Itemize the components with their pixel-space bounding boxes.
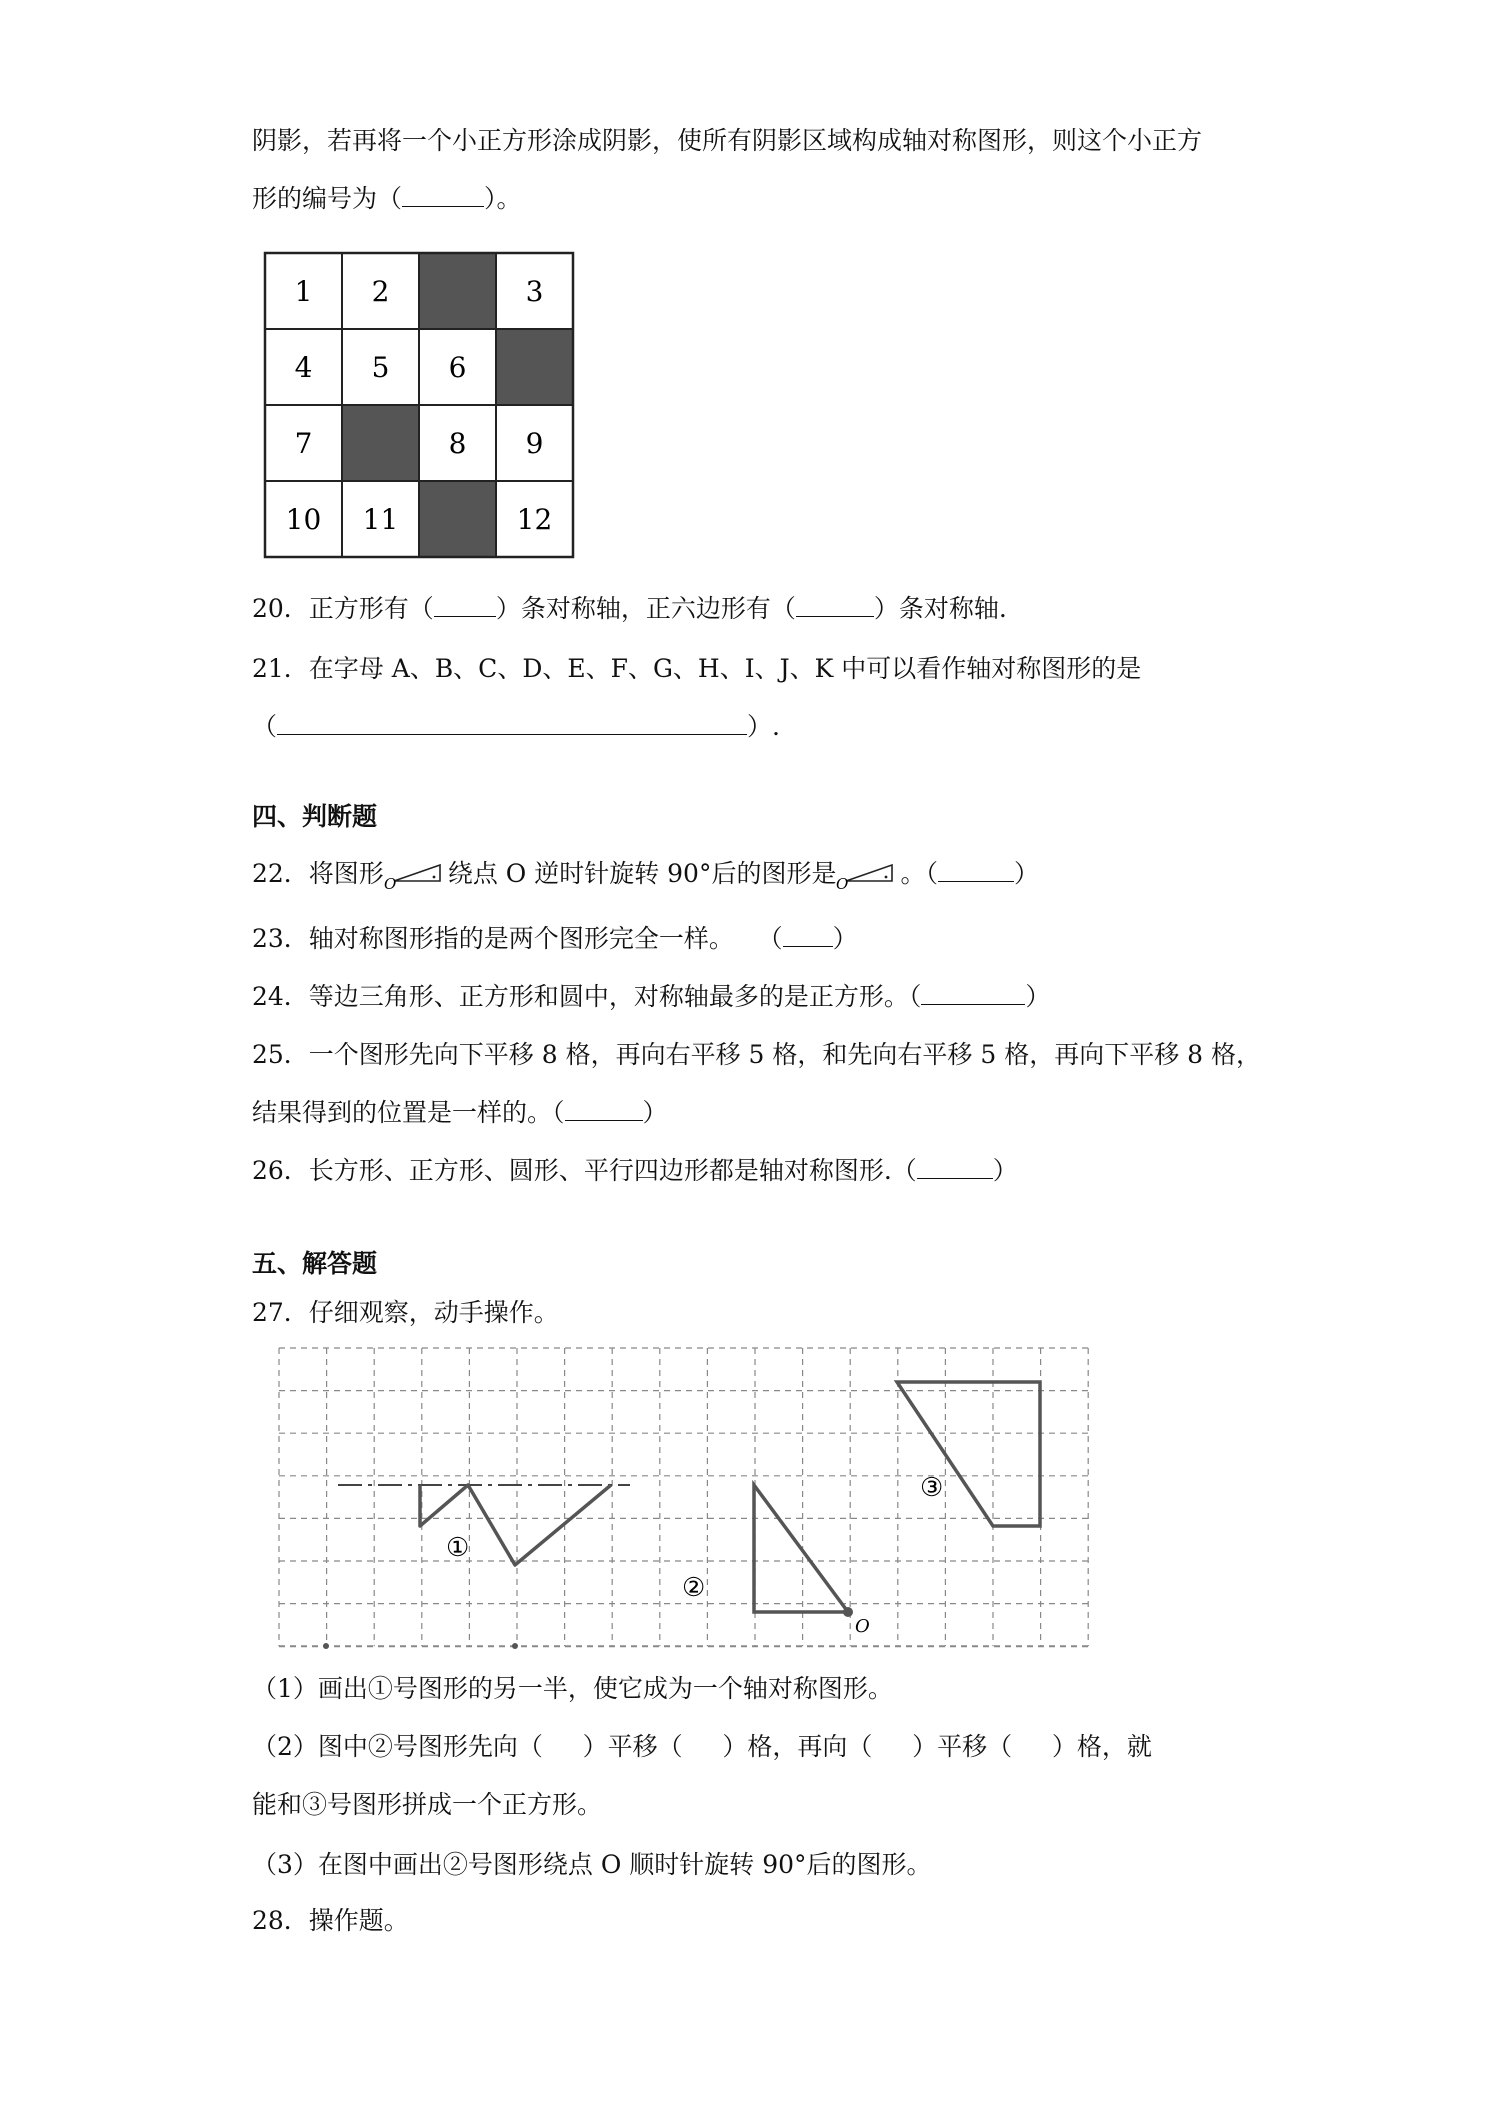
shaded-cell <box>342 405 419 481</box>
q27-sub1: （1）画出①号图形的另一半，使它成为一个轴对称图形。 <box>252 1674 893 1703</box>
grid-cell-number: 11 <box>362 503 399 536</box>
bottom-dot-right <box>512 1643 518 1649</box>
q23-blank <box>783 924 833 947</box>
shaded-cell <box>419 253 496 329</box>
grid-cell-number: 10 <box>285 503 322 536</box>
q27-sub2b: 能和③号图形拼成一个正方形。 <box>252 1790 603 1819</box>
q26-blank <box>917 1156 993 1179</box>
shaded-cell <box>419 481 496 557</box>
q20-line <box>252 592 1007 626</box>
point-o <box>843 1607 853 1617</box>
point-o-label: O <box>855 1616 870 1637</box>
section-5-heading: 五、解答题 <box>252 1249 378 1278</box>
q21-line2 <box>252 710 780 744</box>
svg-text:O: O <box>836 874 849 893</box>
q19-line2-post: ）。 <box>484 184 522 213</box>
q22-line <box>252 857 1039 893</box>
q23-line <box>252 922 858 956</box>
grid-cell-number: 12 <box>516 503 553 536</box>
grid-cell-number: 5 <box>371 351 390 384</box>
q22-post-a: 。（ <box>900 859 938 888</box>
q22-mid: 绕点 O 逆时针旋转 90°后的图形是 <box>447 859 837 888</box>
q23-close: ） <box>832 924 858 953</box>
grid-cell-number: 4 <box>294 351 313 384</box>
q27-grid-figure <box>270 1340 1110 1660</box>
q19-answer-blank <box>402 184 484 207</box>
q25-line2 <box>252 1096 668 1130</box>
q19-number-grid <box>262 250 580 562</box>
q25-blank <box>565 1098 643 1121</box>
rotated-triangle-figure-icon <box>836 859 900 893</box>
q19-line2-pre: 形的编号为（ <box>252 184 403 213</box>
q21-close: ）. <box>747 712 780 741</box>
bottom-dot-left <box>323 1643 329 1649</box>
q22-post-b: ） <box>1013 859 1039 888</box>
figure-1-label: ① <box>446 1533 470 1563</box>
grid-cell-number: 7 <box>294 427 313 460</box>
q27-sub2: （2）图中②号图形先向（ ）平移（ ）格，再向（ ）平移（ ）格，就 <box>252 1732 1152 1761</box>
q25-line1: 25．一个图形先向下平移 8 格，再向右平移 5 格，和先向右平移 5 格，再向下平移 8 格， <box>252 1040 1262 1069</box>
q25-close: ） <box>642 1098 668 1127</box>
q26-text: 26．长方形、正方形、圆形、平行四边形都是轴对称图形.（ <box>252 1156 917 1185</box>
q28-title: 28．操作题。 <box>252 1906 409 1935</box>
figure-3-label: ③ <box>920 1473 944 1503</box>
triangle-figure-icon <box>384 859 448 893</box>
shaded-cell <box>496 329 573 405</box>
q21-open: （ <box>252 712 278 741</box>
grid-cell-number: 8 <box>448 427 467 460</box>
q20-blank-2 <box>796 594 874 617</box>
q21-line1: 21．在字母 A、B、C、D、E、F、G、H、I、J、K 中可以看作轴对称图形的是 <box>252 654 1142 683</box>
svg-text:O: O <box>383 874 397 893</box>
q22-blank <box>938 859 1014 882</box>
q20-part-b: ）条对称轴，正六边形有（ <box>495 594 796 623</box>
q24-close: ） <box>1025 982 1051 1011</box>
q24-text: 24．等边三角形、正方形和圆中，对称轴最多的是正方形。（ <box>252 982 922 1011</box>
q27-title: 27．仔细观察，动手操作。 <box>252 1298 559 1327</box>
q24-blank <box>921 982 1025 1005</box>
q27-sub3: （3）在图中画出②号图形绕点 O 顺时针旋转 90°后的图形。 <box>252 1850 932 1879</box>
q20-part-c: ）条对称轴. <box>873 594 1007 623</box>
q21-blank <box>277 712 747 735</box>
q23-text: 23．轴对称图形指的是两个图形完全一样。 （ <box>252 924 783 953</box>
q19-line2 <box>252 182 522 216</box>
q24-line <box>252 980 1050 1014</box>
q26-close: ） <box>992 1156 1018 1185</box>
grid-cell-number: 6 <box>448 351 467 384</box>
q19-line1: 阴影，若再将一个小正方形涂成阴影，使所有阴影区域构成轴对称图形，则这个小正方 <box>252 126 1203 155</box>
figure-2-triangle <box>754 1485 848 1612</box>
grid-cell-number: 2 <box>371 275 390 308</box>
section-4-heading: 四、判断题 <box>252 802 378 831</box>
q25-line2-text: 结果得到的位置是一样的。（ <box>252 1098 565 1127</box>
figure-2-label: ② <box>682 1573 706 1603</box>
q22-pre: 22．将图形 <box>252 859 384 888</box>
q26-line <box>252 1154 1018 1188</box>
grid-cell-number: 1 <box>294 275 313 308</box>
q20-part-a: 20．正方形有（ <box>252 594 434 623</box>
figure-3-trapezoid <box>897 1382 1040 1526</box>
grid-cell-number: 9 <box>525 427 544 460</box>
q20-blank-1 <box>434 594 496 617</box>
grid-cell-number: 3 <box>525 275 544 308</box>
